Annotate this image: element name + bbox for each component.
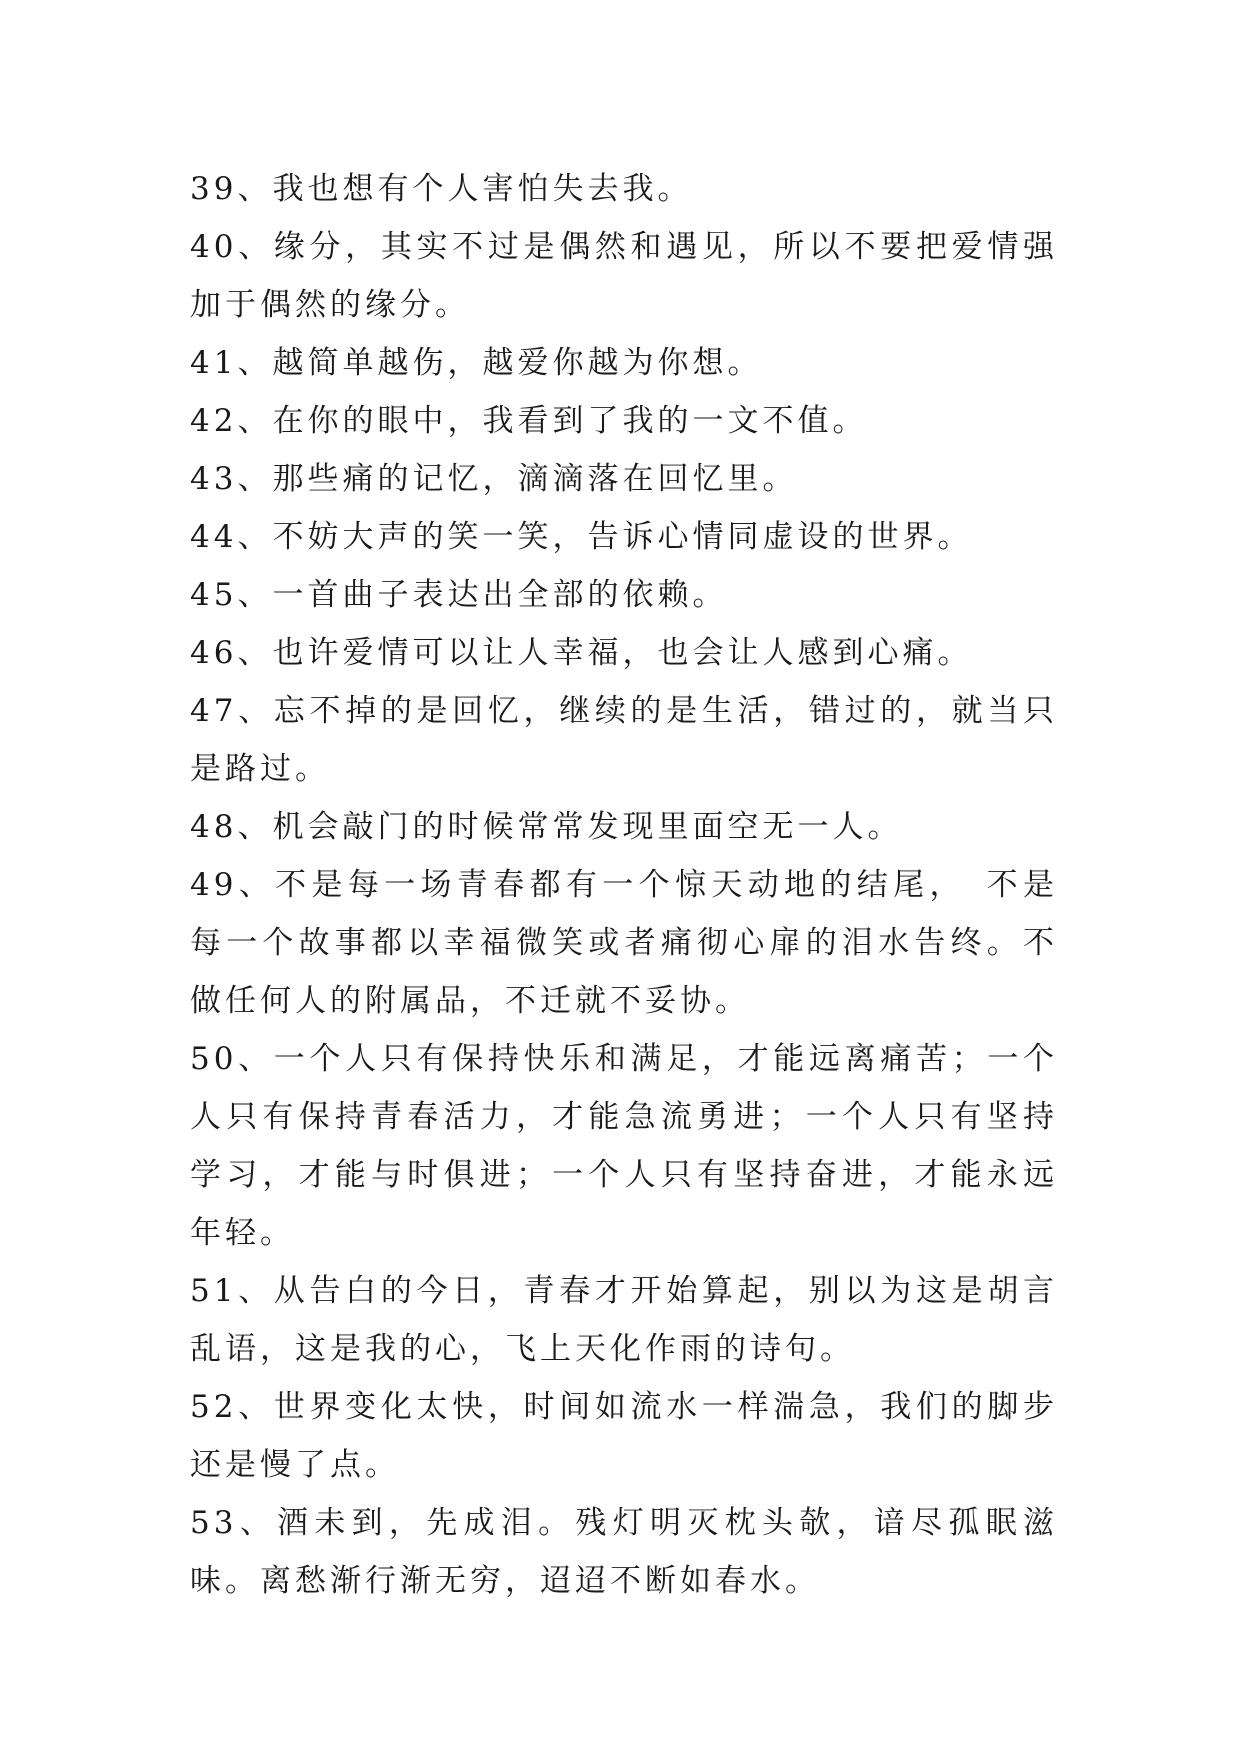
quote-list [190,160,1058,1610]
quote-44: 44、不妨大声的笑一笑，告诉心情同虚设的世界。 [190,519,973,555]
quote-40: 40、缘分，其实不过是偶然和遇见，所以不要把爱情强加于偶然的缘分。 [190,229,1058,323]
quote-43: 43、那些痛的记忆，滴滴落在回忆里。 [190,461,798,497]
quote-50: 50、一个人只有保持快乐和满足，才能远离痛苦；一个人只有保持青春活力，才能急流勇进；一个人只有坚持学习，才能与时俱进；一个人只有坚持奋进，才能永远年轻。 [190,1041,1058,1251]
quote-47: 47、忘不掉的是回忆，继续的是生活，错过的，就当只是路过。 [190,693,1058,787]
quote-41: 41、越简单越伤，越爱你越为你想。 [190,345,763,381]
quote-42: 42、在你的眼中，我看到了我的一文不值。 [190,403,868,439]
quote-39: 39、我也想有个人害怕失去我。 [190,171,693,207]
quote-53: 53、酒未到，先成泪。残灯明灭枕头欹，谙尽孤眠滋味。离愁渐行渐无穷，迢迢不断如春水。 [190,1505,1058,1599]
quote-48: 48、机会敲门的时候常常发现里面空无一人。 [190,809,903,845]
quote-52: 52、世界变化太快，时间如流水一样湍急，我们的脚步还是慢了点。 [190,1389,1058,1483]
quote-46: 46、也许爱情可以让人幸福，也会让人感到心痛。 [190,635,973,671]
quote-45: 45、一首曲子表达出全部的依赖。 [190,577,728,613]
quote-51: 51、从告白的今日，青春才开始算起，别以为这是胡言乱语，这是我的心，飞上天化作雨的诗句。 [190,1273,1058,1367]
quote-49: 49、不是每一场青春都有一个惊天动地的结尾， 不是每一个故事都以幸福微笑或者痛彻心扉的泪水告终。不做任何人的附属品，不迁就不妥协。 [190,867,1058,1019]
